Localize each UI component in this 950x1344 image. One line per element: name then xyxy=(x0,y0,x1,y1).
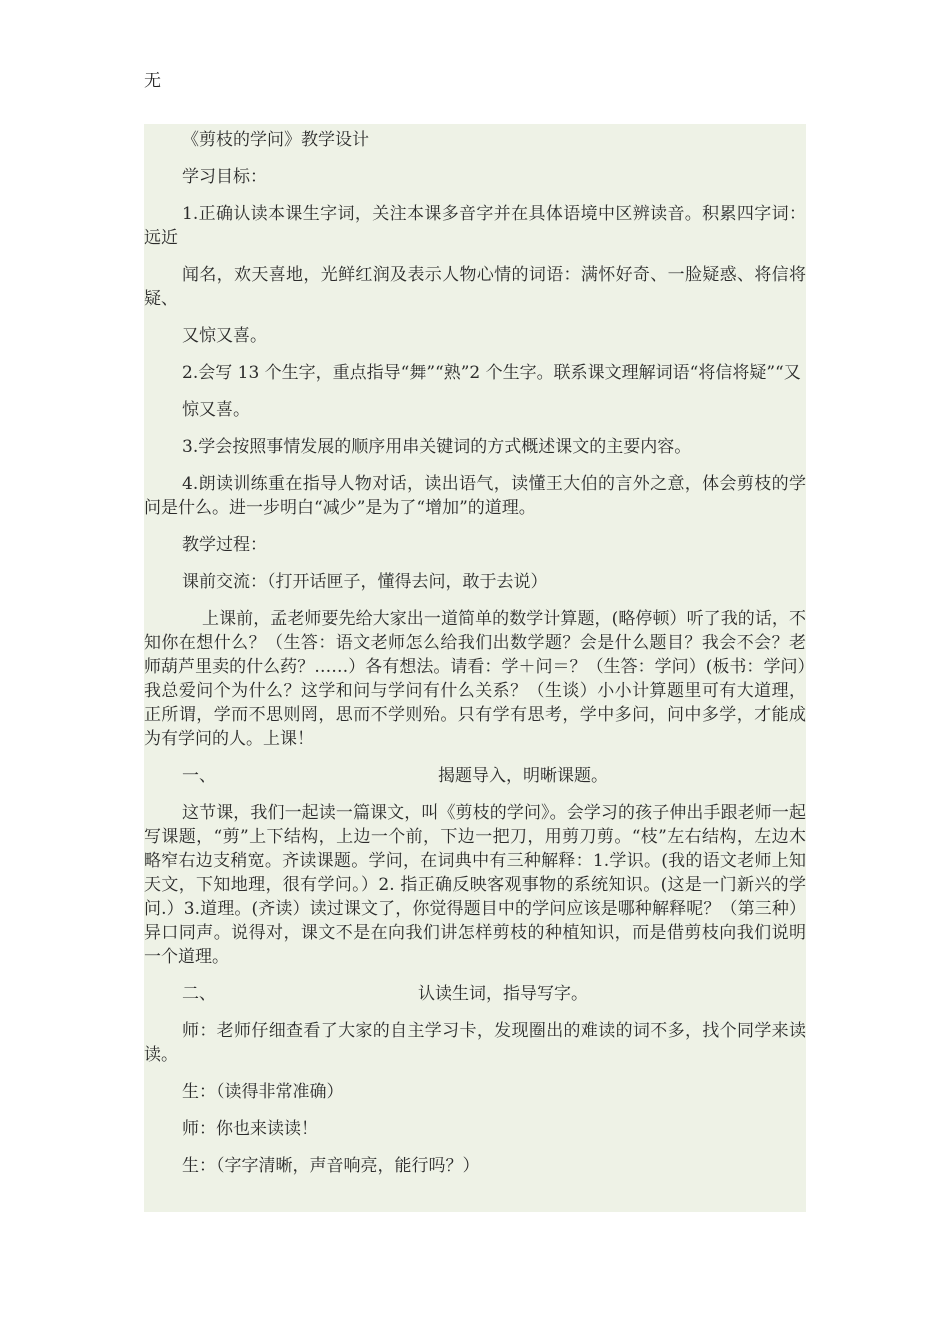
dialogue-student-1: 生：（读得非常准确） xyxy=(182,1082,344,1102)
objective-2-part-1: 2.会写 13 个生字，重点指导“舞”“熟”2 个生字。联系课文理解词语“将信将疑”“又 xyxy=(182,363,801,383)
pre-class-body: 上课前，孟老师要先给大家出一道简单的数学计算题，(略停顿）听了我的话，不知你在想什么？（生答：语文老师怎么给我们出数学题？会是什么题目？我会不会？老师葫芦里卖的什么药？……）各有想法。请看：学＋问＝？（生答：学问）(板书：学问）我总爱问个为什么？这学和问与学问有什么关系？（生谈）小小计算题里可有大道理，正所谓，学而不思则罔，思而不学则殆。只有学有思考，学中多问，问中多学，才能成为有学问的人。上课！ xyxy=(144,609,806,749)
process-label: 教学过程： xyxy=(182,535,267,555)
section-1-heading xyxy=(144,764,806,788)
document-body xyxy=(144,124,806,1212)
header-word: 无 xyxy=(144,71,161,91)
section-2-heading xyxy=(144,982,806,1006)
section-1-body: 这节课，我们一起读一篇课文，叫《剪枝的学问》。会学习的孩子伸出手跟老师一起写课题，“剪”上下结构，上边一个前，下边一把刀，用剪刀剪。“枝”左右结构，左边木略窄右边支稍宽。齐读课题。学问，在词典中有三种解释：1.学识。(我的语文老师上知天文，下知地理，很有学问。）2. 指正确反映客观事物的系统知识。(这是一门新兴的学问.）3.道理。(齐读）读过课文了，你觉得题目中的学问应该是哪种解释呢？（第三种）异口同声。说得对，课文不是在向我们讲怎样剪枝的种植知识，而是借剪枝向我们说明一个道理。 xyxy=(144,803,806,967)
document-title: 《剪枝的学问》教学设计 xyxy=(182,130,369,150)
objective-1-part-1: 1.正确认读本课生字词，关注本课多音字并在具体语境中区辨读音。积累四字词：远近 xyxy=(144,204,806,248)
section-1-number: 一、 xyxy=(182,766,216,786)
pre-class-heading: 课前交流：（打开话匣子，懂得去问，敢于去说） xyxy=(182,572,548,592)
objective-1-part-2: 闻名，欢天喜地，光鲜红润及表示人物心情的词语：满怀好奇、一脸疑惑、将信将疑、 xyxy=(144,265,806,309)
section-2-body: 师：老师仔细查看了大家的自主学习卡，发现圈出的难读的词不多，找个同学来读读。 xyxy=(144,1021,806,1065)
dialogue-student-2: 生：（字字清晰，声音响亮，能行吗？） xyxy=(182,1156,480,1176)
section-1-title: 揭题导入，明晰课题。 xyxy=(438,766,608,786)
dialogue-teacher-1: 师：你也来读读！ xyxy=(182,1119,318,1139)
objectives-label: 学习目标： xyxy=(182,167,267,187)
objective-1-part-3: 又惊又喜。 xyxy=(182,326,267,346)
objective-3: 3.学会按照事情发展的顺序用串关键词的方式概述课文的主要内容。 xyxy=(182,437,692,457)
section-2-number: 二、 xyxy=(182,984,216,1004)
objective-2-part-2: 惊又喜。 xyxy=(182,400,250,420)
objective-4: 4.朗读训练重在指导人物对话，读出语气，读懂王大伯的言外之意，体会剪枝的学问是什么。进一步明白“减少”是为了“增加”的道理。 xyxy=(144,474,806,518)
section-2-title: 认读生词，指导写字。 xyxy=(418,984,588,1004)
